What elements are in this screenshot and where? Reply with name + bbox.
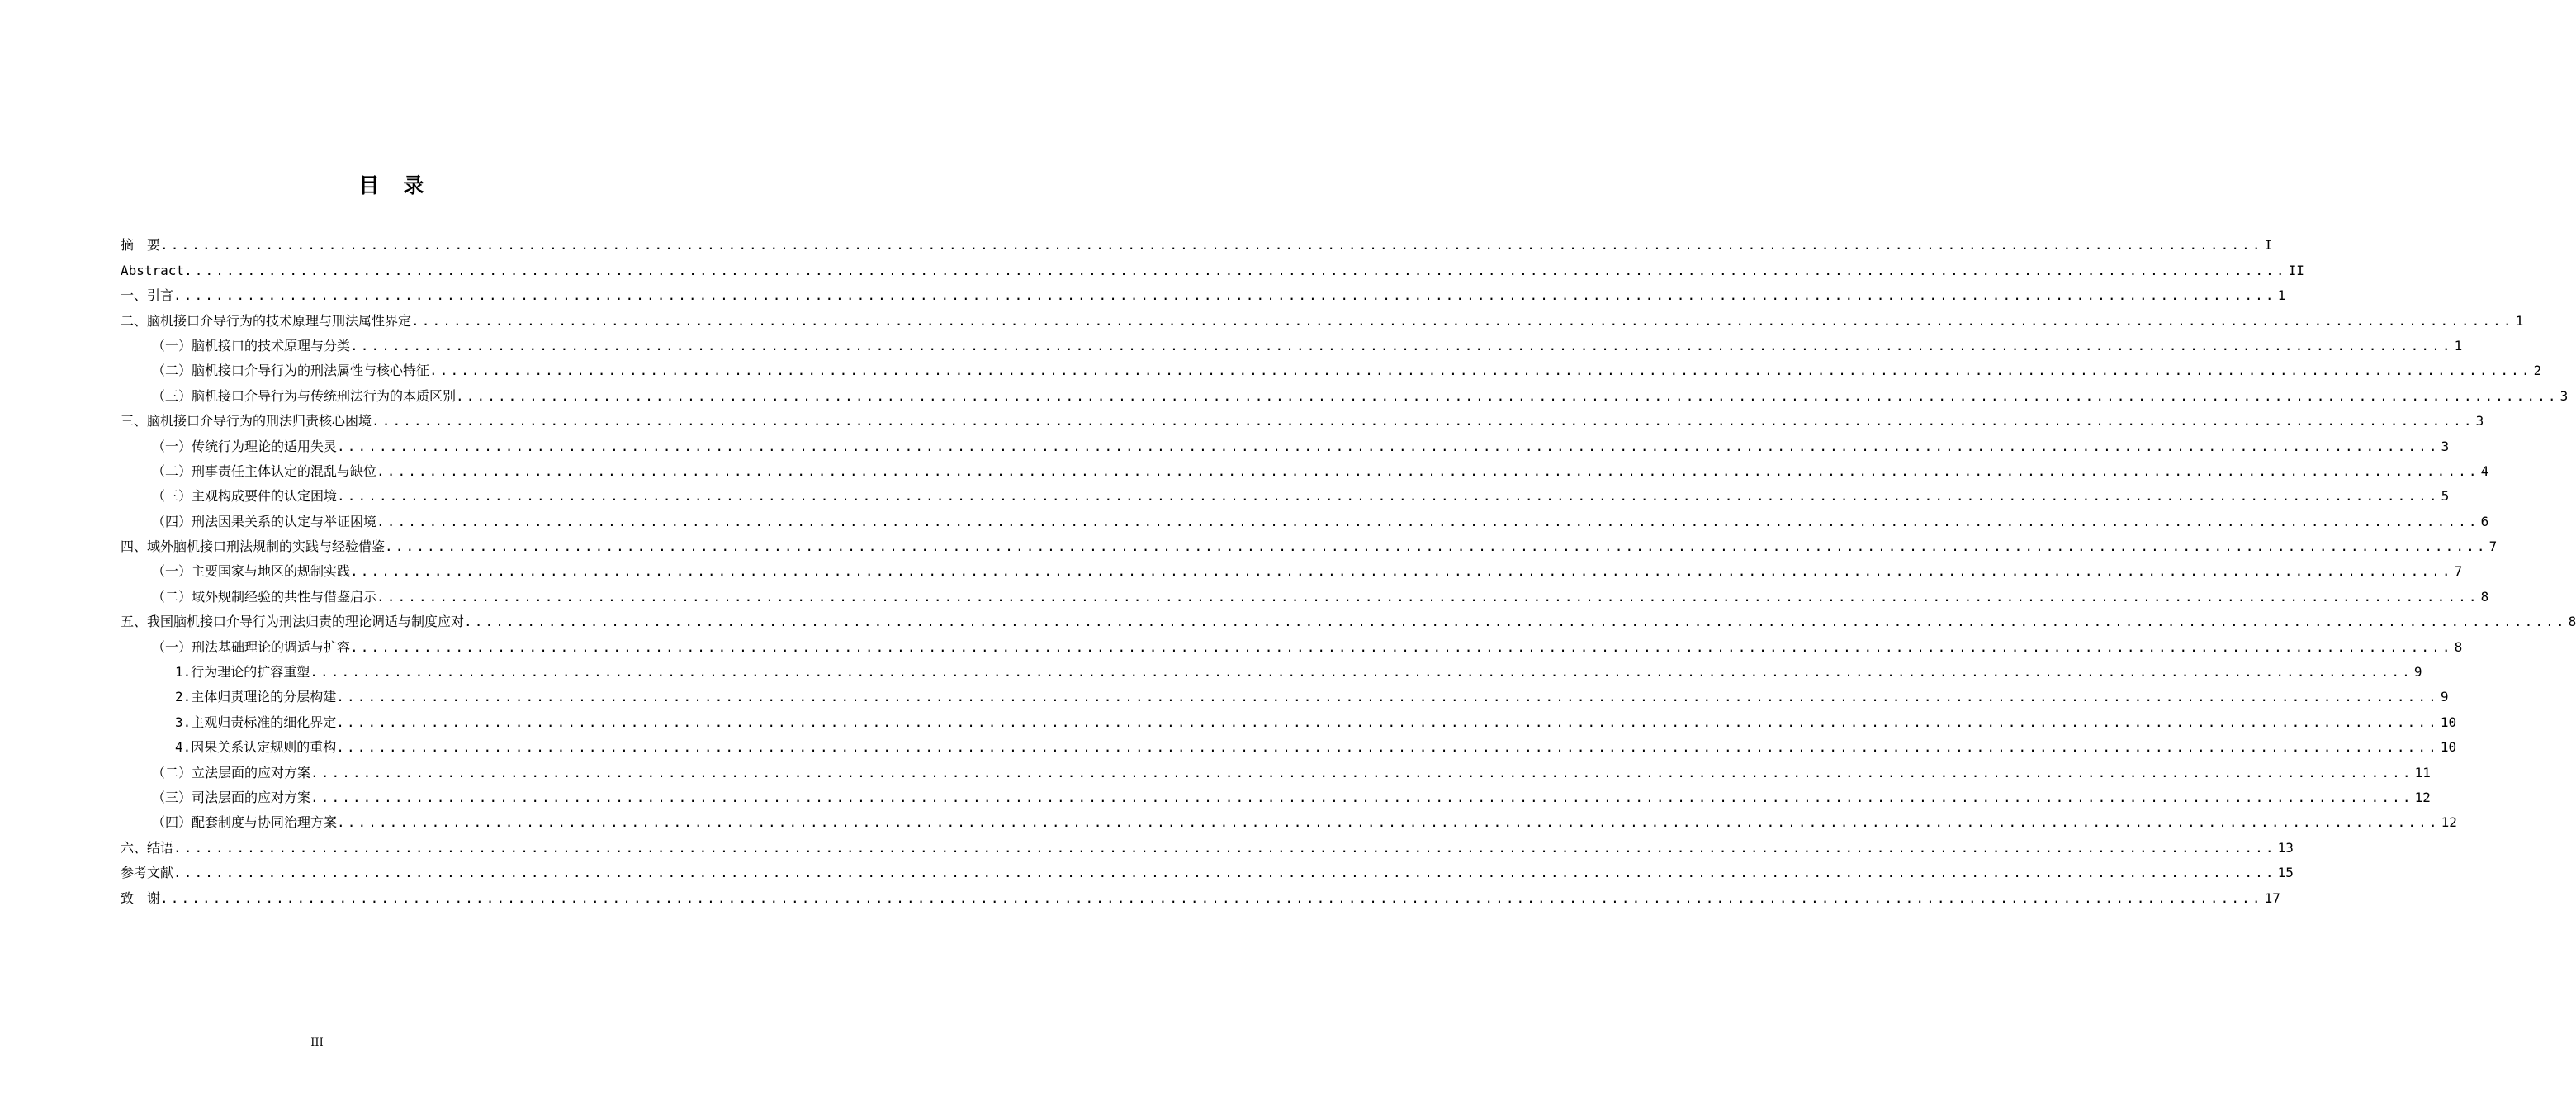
toc-entry-page: 8	[2568, 614, 2576, 630]
toc-leader-dots: ........................................................................................................................................................................................................	[385, 538, 2488, 555]
toc-entry[interactable]	[121, 709, 2457, 733]
toc-entry-page: 8	[2454, 638, 2463, 655]
toc-entry[interactable]	[121, 333, 2463, 358]
toc-entry-label: （二）刑事责任主体认定的混乱与缺位	[152, 462, 377, 479]
toc-leader-dots: ........................................................................................................................................................................................................	[376, 462, 2479, 479]
toc-entry[interactable]	[121, 534, 2498, 558]
toc-entry-page: 3	[2441, 438, 2450, 454]
toc-entry-page: 1	[2454, 337, 2463, 353]
toc-entry[interactable]	[121, 257, 2304, 282]
toc-leader-dots: ........................................................................................................................................................................................................	[173, 287, 2276, 304]
toc-entry-page: 9	[2413, 664, 2422, 681]
toc-entry[interactable]	[121, 558, 2463, 583]
toc-entry[interactable]	[121, 609, 2576, 633]
toc-entry-label: （一）刑法基础理论的调适与扩容	[152, 638, 351, 655]
toc-entry-label: （四）刑法因果关系的认定与举证困境	[152, 513, 377, 529]
toc-entry-label: 致 谢	[121, 889, 161, 906]
toc-entry[interactable]	[121, 458, 2489, 483]
toc-entry[interactable]	[121, 759, 2431, 784]
toc-entry-label: （一）脑机接口的技术原理与分类	[152, 337, 351, 353]
toc-entry[interactable]	[121, 734, 2457, 759]
toc-entry[interactable]	[121, 659, 2422, 684]
toc-entry-page: 7	[2488, 538, 2498, 555]
toc-entry-label: （一）主要国家与地区的规制实践	[152, 563, 351, 580]
toc-leader-dots: ........................................................................................................................................................................................................	[429, 363, 2532, 379]
toc-leader-dots: ........................................................................................................................................................................................................	[310, 789, 2413, 805]
toc-entry-page: 4	[2480, 462, 2489, 479]
toc-entry-label: （四）配套制度与协同治理方案	[152, 814, 338, 831]
toc-entry-label: 参考文献	[121, 865, 174, 881]
toc-entry[interactable]	[121, 885, 2280, 909]
toc-entry-label: 3.主观归责标准的细化界定	[175, 714, 337, 730]
toc-leader-dots: ........................................................................................................................................................................................................	[337, 814, 2440, 831]
toc-entry-page: 13	[2277, 839, 2294, 856]
toc-entry-page: 5	[2441, 488, 2450, 505]
toc-leader-dots: ........................................................................................................................................................................................................	[336, 689, 2439, 705]
toc-leader-dots: ........................................................................................................................................................................................................	[173, 865, 2276, 881]
toc-leader-dots: ........................................................................................................................................................................................................	[350, 638, 2453, 655]
toc-entry[interactable]	[121, 860, 2294, 885]
toc-leader-dots: ........................................................................................................................................................................................................	[310, 664, 2413, 681]
toc-entry-label: 一、引言	[121, 287, 174, 304]
toc-leader-dots: ........................................................................................................................................................................................................	[173, 839, 2276, 856]
toc-leader-dots: ........................................................................................................................................................................................................	[160, 237, 2263, 254]
toc-leader-dots: ........................................................................................................................................................................................................	[310, 764, 2413, 780]
toc-entry-label: 六、结语	[121, 839, 174, 856]
toc-entry-page: 10	[2440, 714, 2457, 730]
toc-entry-page: 10	[2440, 739, 2457, 756]
toc-leader-dots: ........................................................................................................................................................................................................	[464, 614, 2567, 630]
toc-leader-dots: ........................................................................................................................................................................................................	[376, 588, 2479, 605]
toc-leader-dots: ........................................................................................................................................................................................................	[337, 438, 2440, 454]
toc-entry-page: 17	[2264, 889, 2280, 906]
toc-entry-page: 2	[2533, 363, 2542, 379]
toc-entry-label: 1.行为理论的扩容重塑	[175, 664, 310, 681]
toc-entry-label: 二、脑机接口介导行为的技术原理与刑法属性界定	[121, 312, 412, 329]
toc-entry[interactable]	[121, 583, 2489, 608]
toc-entry-label: 4.因果关系认定规则的重构	[175, 739, 337, 756]
toc-entry[interactable]	[121, 307, 2524, 332]
toc-entry-label: （三）主观构成要件的认定困境	[152, 488, 338, 505]
toc-entry[interactable]	[121, 684, 2449, 709]
toc-entry-label: 五、我国脑机接口介导行为刑法归责的理论调适与制度应对	[121, 614, 465, 630]
toc-entry-label: （一）传统行为理论的适用失灵	[152, 438, 338, 454]
toc-entry-page: 12	[2441, 814, 2457, 831]
toc-entry[interactable]	[121, 483, 2450, 508]
toc-entry[interactable]	[121, 508, 2489, 533]
toc-leader-dots: ........................................................................................................................................................................................................	[456, 387, 2559, 404]
toc-entry-page: I	[2264, 237, 2273, 254]
toc-entry-page: 6	[2480, 513, 2489, 529]
toc-entry-page: 9	[2440, 689, 2449, 705]
toc-entry-page: 1	[2515, 312, 2524, 329]
toc-entry[interactable]	[121, 408, 2484, 433]
toc-entry-label: （二）域外规制经验的共性与借鉴启示	[152, 588, 377, 605]
toc-leader-dots: ........................................................................................................................................................................................................	[350, 337, 2453, 353]
toc-entry-page: 3	[2559, 387, 2569, 404]
toc-entry[interactable]	[121, 809, 2457, 834]
toc-entry-page: 1	[2277, 287, 2286, 304]
toc-leader-dots: ........................................................................................................................................................................................................	[336, 714, 2439, 730]
toc-entry-page: II	[2288, 262, 2304, 278]
toc-leader-dots: ........................................................................................................................................................................................................	[184, 262, 2287, 278]
toc-leader-dots: ........................................................................................................................................................................................................	[372, 413, 2474, 429]
toc-entry-label: 摘 要	[121, 237, 161, 254]
toc-entry-page: 15	[2277, 865, 2294, 881]
toc-entry[interactable]	[121, 834, 2294, 859]
toc-entry[interactable]	[121, 382, 2569, 407]
toc-entry-page: 11	[2414, 764, 2431, 780]
toc-entry-label: （二）脑机接口介导行为的刑法属性与核心特征	[152, 363, 430, 379]
toc-entry-label: 四、域外脑机接口刑法规制的实践与经验借鉴	[121, 538, 386, 555]
toc-entry-label: （三）脑机接口介导行为与传统刑法行为的本质区别	[152, 387, 457, 404]
toc-leader-dots: ........................................................................................................................................................................................................	[336, 739, 2439, 756]
toc-entry-label: 三、脑机接口介导行为的刑法归责核心困境	[121, 413, 372, 429]
page-number: III	[310, 1036, 324, 1049]
toc-entry[interactable]	[121, 282, 2286, 307]
toc-entry[interactable]	[121, 433, 2450, 458]
toc-entry-label: Abstract	[121, 262, 185, 278]
toc-leader-dots: ........................................................................................................................................................................................................	[337, 488, 2440, 505]
page-title: 目 录	[358, 173, 426, 197]
toc-entry-page: 3	[2475, 413, 2484, 429]
table-of-contents	[121, 232, 2576, 910]
toc-entry[interactable]	[121, 785, 2431, 809]
toc-leader-dots: ........................................................................................................................................................................................................	[376, 513, 2479, 529]
toc-entry-page: 8	[2480, 588, 2489, 605]
toc-leader-dots: ........................................................................................................................................................................................................	[160, 889, 2263, 906]
toc-leader-dots: ........................................................................................................................................................................................................	[350, 563, 2453, 580]
toc-entry[interactable]	[121, 232, 2273, 257]
toc-entry-label: 2.主体归责理论的分层构建	[175, 689, 337, 705]
toc-leader-dots: ........................................................................................................................................................................................................	[411, 312, 2514, 329]
toc-entry[interactable]	[121, 358, 2542, 382]
toc-entry[interactable]	[121, 633, 2463, 658]
toc-entry-label: （二）立法层面的应对方案	[152, 764, 311, 780]
toc-entry-page: 7	[2454, 563, 2463, 580]
toc-entry-label: （三）司法层面的应对方案	[152, 789, 311, 805]
toc-entry-page: 12	[2414, 789, 2431, 805]
